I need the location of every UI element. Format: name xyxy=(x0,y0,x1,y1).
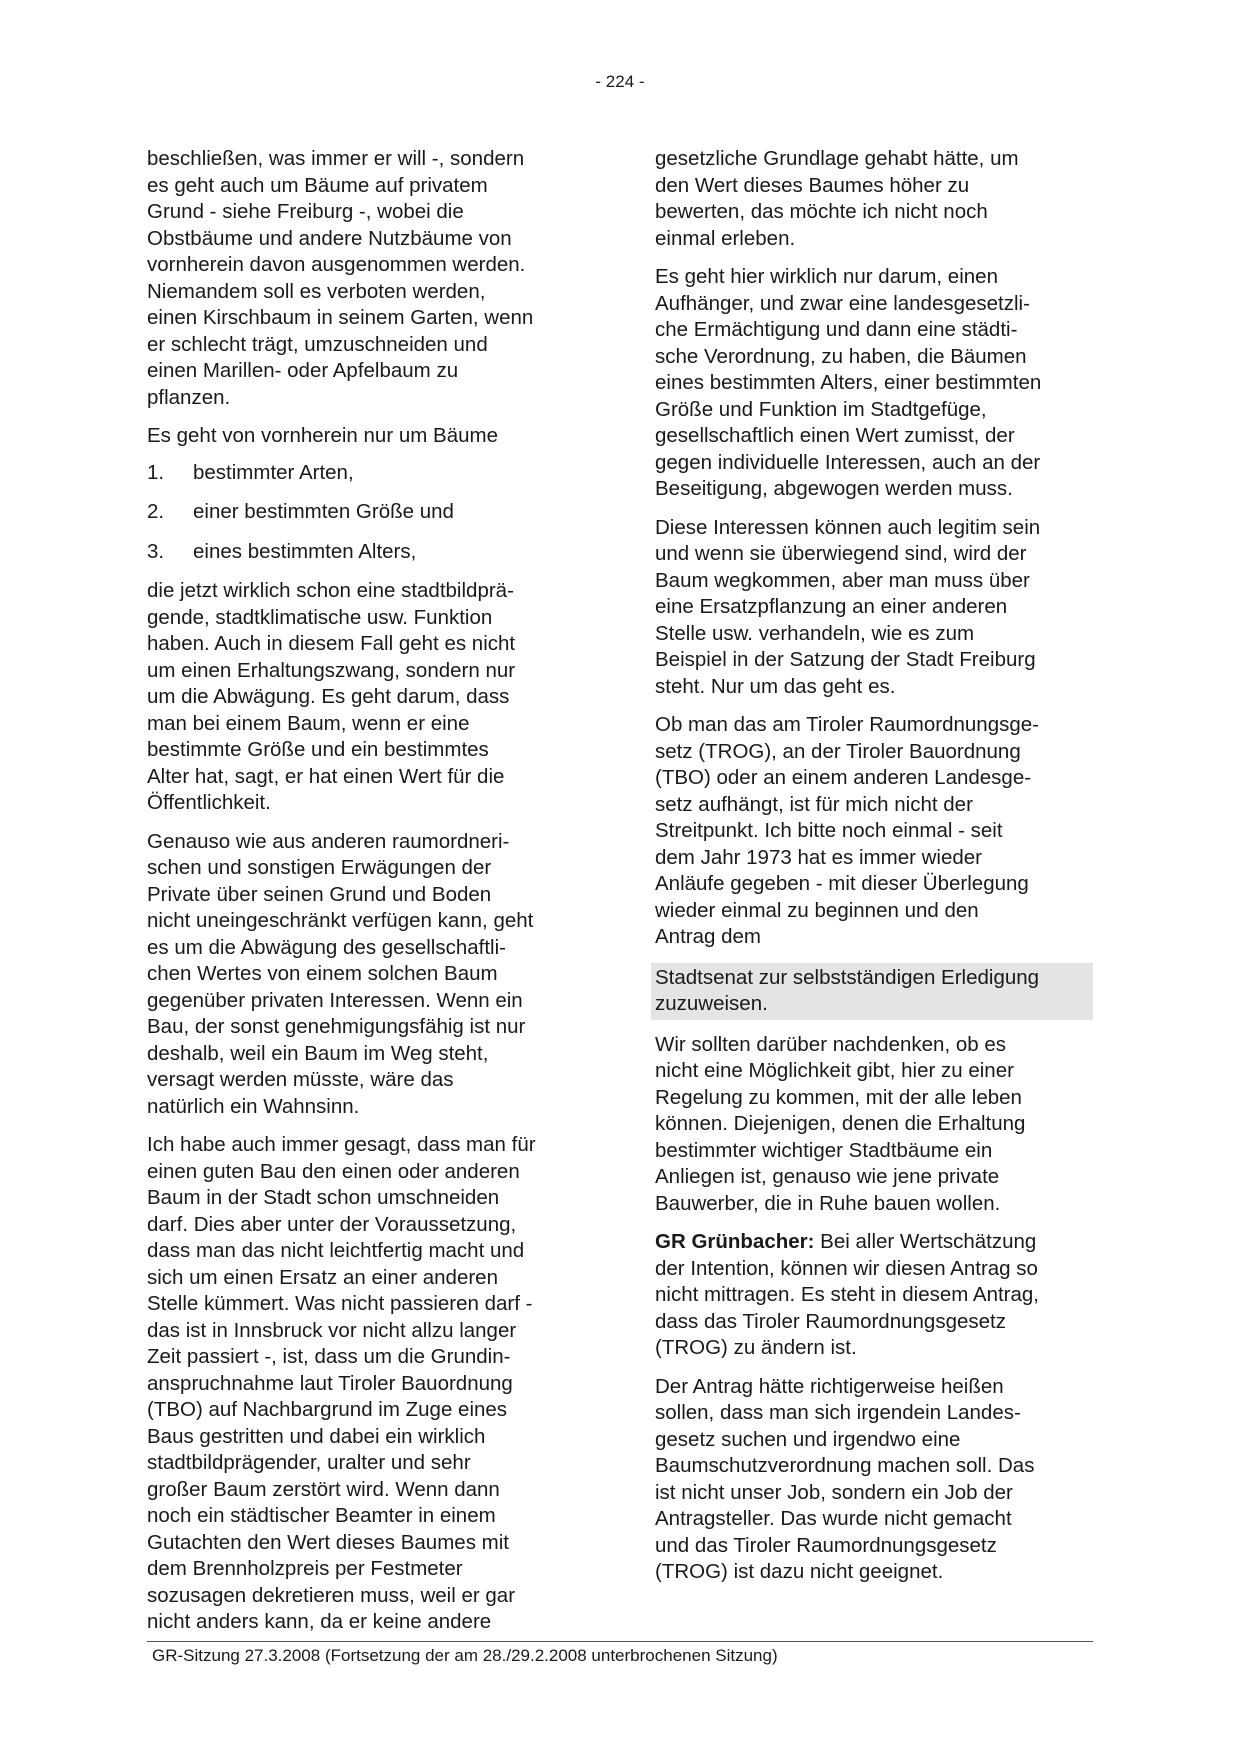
list-number: 2. xyxy=(147,500,165,523)
speaker-name: GR Grünbacher: xyxy=(655,1230,815,1253)
paragraph: Der Antrag hätte richtigerweise heißen sollen, dass man sich irgendein Landes- gesetz suchen und irgendwo eine Baumschutzverordnung machen soll. Das ist nicht unser Job, sondern ein Job der Antragsteller. Das wurde nicht gemacht und das Tiroler Raumordnungsgesetz (TROG) ist dazu nicht geeignet. xyxy=(655,1374,1035,1583)
speaker-paragraph xyxy=(655,1229,1093,1362)
paragraph: gesetzliche Grundlage gehabt hätte, um den Wert dieses Baumes höher zu bewerten, das möchte ich nicht noch einmal erleben. xyxy=(655,147,1019,250)
highlighted-motion: Stadtsenat zur selbstständigen Erledigung zuzuweisen. xyxy=(651,963,1093,1020)
list-text: einer bestimmten Größe und xyxy=(193,500,454,523)
speaker-text: Bei aller Wertschätzung der Intention, können wir diesen Antrag so nicht mittragen. Es steht in diesem Antrag, dass das Tiroler Raumordnungsgesetz (TROG) zu ändern ist. xyxy=(655,1230,1039,1359)
list-text: bestimmter Arten, xyxy=(193,460,354,484)
list-number: 1. xyxy=(147,460,165,484)
list-item xyxy=(147,460,587,487)
paragraph: Wir sollten darüber nachdenken, ob es nicht eine Möglichkeit gibt, hier zu einer Regelung zu kommen, mit der alle leben können. Diejenigen, denen die Erhaltung bestimmter wichtiger Stadtbäume ein Anliegen ist, genauso wie jene private Bauwerber, die in Ruhe bauen wollen. xyxy=(655,1032,1026,1215)
paragraph: Ich habe auch immer gesagt, dass man für einen guten Bau den einen oder anderen Baum in der Stadt schon umschneiden darf. Dies aber unter der Voraussetzung, dass man das nicht leichtfertig macht und sich um einen Ersatz an einer anderen Stelle kümmert. Was nicht passieren darf - das ist in Innsbruck vor nicht allzu langer Zeit passiert -, ist, dass um die Grundin- anspruchnahme laut Tiroler Bauordnung (TBO) auf Nachbargrund im Zuge eines Baus gestritten und dabei ein wirklich stadtbildprägender, uralter und sehr großer Baum zerstört wird. Wenn dann noch ein städtischer Beamter in einem Gutachten den Wert dieses Baumes mit dem Brennholzpreis per Festmeter sozusagen dekretieren muss, weil er gar nicht anders kann, da er keine andere xyxy=(147,1133,536,1633)
paragraph: Genauso wie aus anderen raumordneri- schen und sonstigen Erwägungen der Private über seinen Grund und Boden nicht uneingeschränkt verfügen kann, geht es um die Abwägung des gesellschaftli- chen Wertes von einem solchen Baum gegenüber privaten Interessen. Wenn ein Bau, der sonst genehmigungsfähig ist nur deshalb, weil ein Baum im Weg steht, versagt werden müsste, wäre das natürlich ein Wahnsinn. xyxy=(147,829,534,1118)
paragraph: beschließen, was immer er will -, sondern es geht auch um Bäume auf privatem Grund - siehe Freiburg -, wobei die Obstbäume und andere Nutzbäume von vornherein davon ausgenommen werden. Niemandem soll es verboten werden, einen Kirschbaum in seinem Garten, wenn er schlecht trägt, umzuschneiden und einen Marillen- oder Apfelbaum zu pflanzen. xyxy=(147,147,534,409)
paragraph: Es geht von vornherein nur um Bäume xyxy=(147,424,498,447)
list-text: eines bestimmten Alters, xyxy=(193,539,417,563)
list-number: 3. xyxy=(147,539,165,563)
right-column xyxy=(655,146,1093,1598)
paragraph: Diese Interessen können auch legitim sein und wenn sie überwiegend sind, wird der Baum wegkommen, aber man muss über eine Ersatzpflanzung an einer anderen Stelle usw. verhandeln, wie es zum Beispiel in der Satzung der Stadt Freiburg steht. Nur um das geht es. xyxy=(655,515,1041,698)
left-column xyxy=(147,146,587,1648)
paragraph: die jetzt wirklich schon eine stadtbildprä- gende, stadtklimatische usw. Funktion haben. Auch in diesem Fall geht es nicht um einen Erhaltungszwang, sondern nur um die Abwägung. Es geht darum, dass man bei einem Baum, wenn er eine bestimmte Größe und ein bestimmtes Alter hat, sagt, er hat einen Wert für die Öffentlichkeit. xyxy=(147,579,516,814)
list-item xyxy=(147,539,587,566)
page-number: - 224 - xyxy=(595,72,645,91)
footer-divider xyxy=(147,1641,1093,1642)
list-item xyxy=(147,499,587,526)
paragraph: Ob man das am Tiroler Raumordnungsge- setz (TROG), an der Tiroler Bauordnung (TBO) oder an einem anderen Landesge- setz aufhängt, ist für mich nicht der Streitpunkt. Ich bitte noch einmal - seit dem Jahr 1973 hat es immer wieder Anläufe gegeben - mit dieser Überlegung wieder einmal zu beginnen und den Antrag dem xyxy=(655,713,1039,948)
footer-text: GR-Sitzung 27.3.2008 (Fortsetzung der am 28./29.2.2008 unterbrochenen Sitzung) xyxy=(152,1646,778,1665)
paragraph: Es geht hier wirklich nur darum, einen Aufhänger, und zwar eine landesgesetzli- che Ermächtigung und dann eine städti- sche Verordnung, zu haben, die Bäumen eines bestimmten Alters, einer bestimmten Größe und Funktion im Stadtgefüge, gesellschaftlich einen Wert zumisst, der gegen individuelle Interessen, auch an der Beseitigung, abgewogen werden muss. xyxy=(655,265,1042,500)
